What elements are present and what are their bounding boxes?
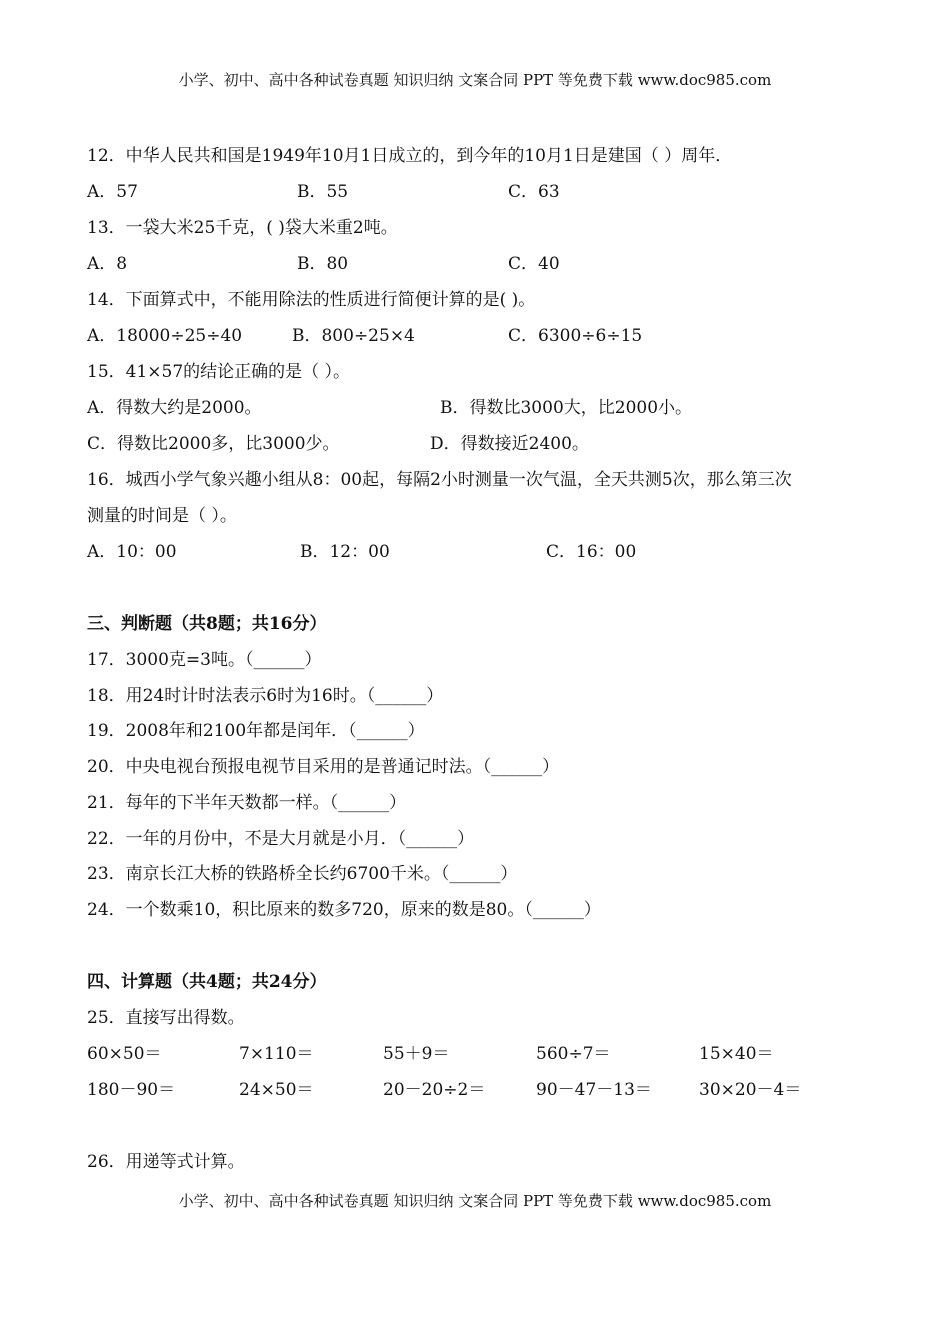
q25-stem: 25．直接写出得数。 <box>87 1008 245 1028</box>
judge-item: 23．南京长江大桥的铁路桥全长约6700千米。（______） <box>87 864 518 884</box>
calc-item: 180－90＝ <box>87 1080 176 1100</box>
q13-option-c: C．40 <box>508 254 560 274</box>
q16-stem-line1: 16．城西小学气象兴趣小组从8：00起，每隔2小时测量一次气温，全天共测5次，那么第三次 <box>87 470 792 490</box>
q15-option-b: B．得数比3000大，比2000小。 <box>440 398 693 418</box>
q26-stem: 26．用递等式计算。 <box>87 1152 245 1172</box>
section-heading-judgement: 三、判断题（共8题；共16分） <box>87 614 327 634</box>
q13-option-a: A．8 <box>87 254 128 274</box>
judge-item: 17．3000克=3吨。（______） <box>87 650 322 670</box>
q13-option-b: B．80 <box>297 254 349 274</box>
q12-option-a: A．57 <box>87 182 138 202</box>
q14-stem: 14．下面算式中，不能用除法的性质进行简便计算的是( )。 <box>87 290 536 310</box>
judge-item: 22．一年的月份中，不是大月就是小月．（______） <box>87 829 475 849</box>
section-heading-calculation: 四、计算题（共4题；共24分） <box>87 972 327 992</box>
q14-option-c: C．6300÷6÷15 <box>508 326 643 346</box>
q16-option-c: C．16：00 <box>546 542 637 562</box>
calc-item: 55＋9＝ <box>383 1044 450 1064</box>
calc-item: 90－47－13＝ <box>536 1080 652 1100</box>
calc-item: 30×20－4＝ <box>699 1080 802 1100</box>
judge-item: 21．每年的下半年天数都一样。（______） <box>87 793 407 813</box>
q16-stem-line2: 测量的时间是（ ）。 <box>87 506 237 526</box>
q15-option-a: A．得数大约是2000。 <box>87 398 262 418</box>
q16-option-b: B．12：00 <box>300 542 390 562</box>
q12-option-c: C．63 <box>508 182 560 202</box>
q14-option-a: A．18000÷25÷40 <box>87 326 243 346</box>
judge-item: 24．一个数乘10，积比原来的数多720，原来的数是80。（______） <box>87 900 601 920</box>
calc-item: 24×50＝ <box>239 1080 314 1100</box>
calc-item: 60×50＝ <box>87 1044 162 1064</box>
page-footer: 小学、初中、高中各种试卷真题 知识归纳 文案合同 PPT 等免费下载 www.doc985.com <box>178 1192 772 1210</box>
calc-item: 20－20÷2＝ <box>383 1080 486 1100</box>
q15-stem: 15．41×57的结论正确的是（ ）。 <box>87 362 351 382</box>
calc-item: 15×40＝ <box>699 1044 774 1064</box>
judge-item: 20．中央电视台预报电视节目采用的是普通记时法。（______） <box>87 757 560 777</box>
q14-option-b: B．800÷25×4 <box>292 326 415 346</box>
q12-stem: 12．中华人民共和国是1949年10月1日成立的，到今年的10月1日是建国（ ）周年． <box>87 146 733 166</box>
judge-item: 18．用24时计时法表示6时为16时。（______） <box>87 686 444 706</box>
judge-item: 19．2008年和2100年都是闰年．（______） <box>87 721 425 741</box>
calc-item: 560÷7＝ <box>536 1044 611 1064</box>
q12-option-b: B．55 <box>297 182 349 202</box>
q13-stem: 13．一袋大米25千克，( )袋大米重2吨。 <box>87 218 398 238</box>
q15-option-c: C．得数比2000多，比3000少。 <box>87 434 340 454</box>
q15-option-d: D．得数接近2400。 <box>430 434 589 454</box>
calc-item: 7×110＝ <box>239 1044 314 1064</box>
q16-option-a: A．10：00 <box>87 542 177 562</box>
page-header: 小学、初中、高中各种试卷真题 知识归纳 文案合同 PPT 等免费下载 www.doc985.com <box>178 71 772 89</box>
